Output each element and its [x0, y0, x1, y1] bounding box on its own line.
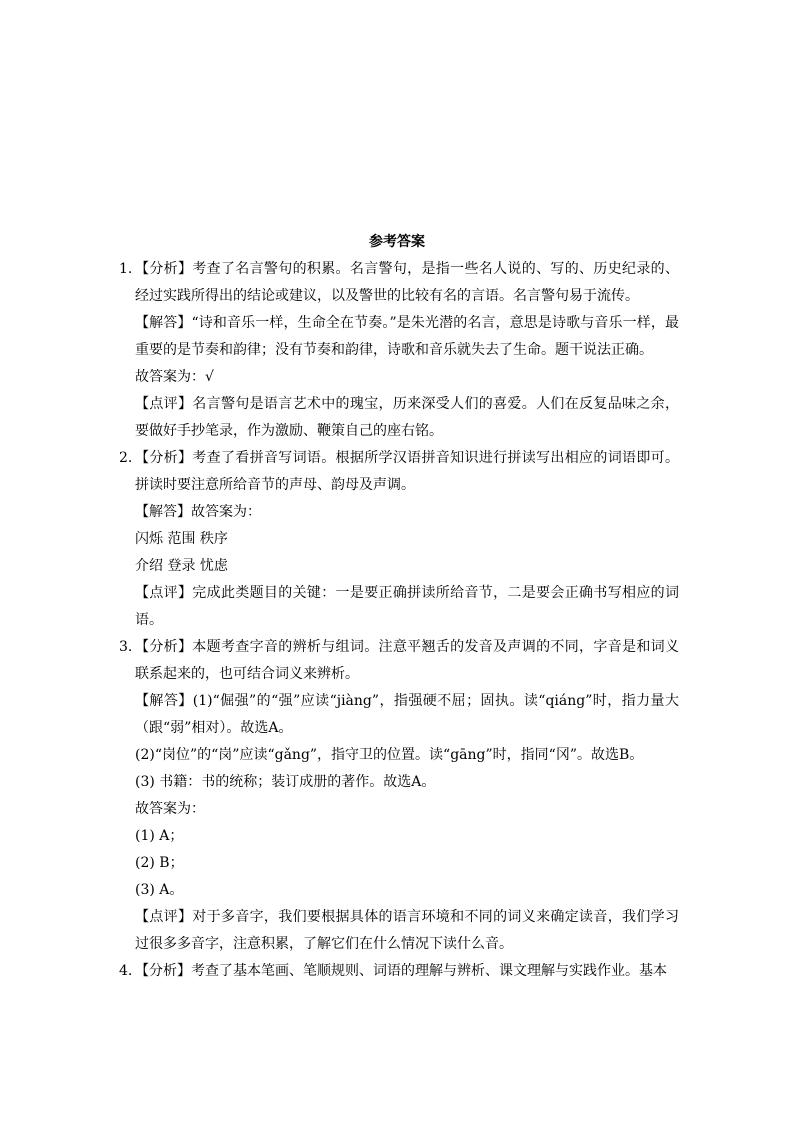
answer-words-line: 介绍 登录 忧虑 — [135, 558, 228, 574]
result-item: (1) A； — [135, 828, 184, 844]
answer-paragraph: (2)“岗位”的“岗”应读“gǎng”，指守卫的位置。读“gāng”时，指同“冈”。故选B。 — [135, 747, 644, 763]
answer-paragraph: 【解答】故答案为： — [135, 504, 261, 520]
answer-paragraph: (3) 书籍：书的统称；装订成册的著作。故选A。 — [135, 774, 436, 790]
question-number: 2. — [119, 450, 133, 466]
analysis-paragraph: 【分析】考查了基本笔画、笔顺规则、词语的理解与辨析、课文理解与实践作业。基本 — [135, 963, 667, 979]
result-item: (2) B； — [135, 855, 184, 871]
answer-words-line: 闪烁 范围 秩序 — [135, 531, 228, 547]
comment-paragraph: 【点评】名言警句是语言艺术中的瑰宝，历来深受人们的喜爱。人们在反复品味之余，要做好手抄笔录，作为激励、鞭策自己的座右铭。 — [135, 396, 679, 439]
question-number: 3. — [119, 639, 133, 655]
result-item: (3) A。 — [135, 882, 184, 898]
question-number: 4. — [119, 963, 133, 979]
question-2 — [119, 445, 679, 634]
question-1 — [119, 256, 679, 445]
answer-paragraph: 【解答】“诗和音乐一样，生命全在节奏。”是朱光潜的名言，意思是诗歌与音乐一样，最重要的是节奏和韵律；没有节奏和韵律，诗歌和音乐就失去了生命。题干说法正确。 — [135, 315, 679, 358]
result-line — [135, 364, 679, 391]
analysis-paragraph: 【分析】考查了名言警句的积累。名言警句，是指一些名人说的、写的、历史纪录的、经过实践所得出的结论或建议，以及警世的比较有名的言语。名言警句易于流传。 — [135, 261, 679, 304]
comment-paragraph: 【点评】对于多音字，我们要根据具体的语言环境和不同的词义来确定读音，我们学习过很多多音字，注意积累，了解它们在什么情况下读什么音。 — [135, 909, 679, 952]
comment-paragraph: 【点评】完成此类题目的关键：一是要正确拼读所给音节，二是要会正确书写相应的词语。 — [135, 585, 679, 628]
analysis-paragraph: 【分析】考查了看拼音写词语。根据所学汉语拼音知识进行拼读写出相应的词语即可。拼读时要注意所给音节的声母、韵母及声调。 — [135, 450, 679, 493]
question-number: 1. — [119, 261, 133, 277]
result-label: 故答案为： — [135, 369, 205, 385]
answer-content — [119, 256, 679, 985]
question-3 — [119, 634, 679, 958]
check-mark-icon: √ — [205, 369, 214, 385]
page-title: 参考答案 — [369, 234, 425, 250]
question-4 — [119, 958, 679, 985]
analysis-paragraph: 【分析】本题考查字音的辨析与组词。注意平翘舌的发音及声调的不同，字音是和词义联系起来的，也可结合词义来辨析。 — [135, 639, 679, 682]
answer-paragraph: 【解答】(1)“倔强”的“强”应读“jiàng”，指强硬不屈；固执。读“qiáng”时，指力量大（跟“弱”相对）。故选A。 — [135, 693, 679, 736]
result-label: 故答案为： — [135, 801, 205, 817]
